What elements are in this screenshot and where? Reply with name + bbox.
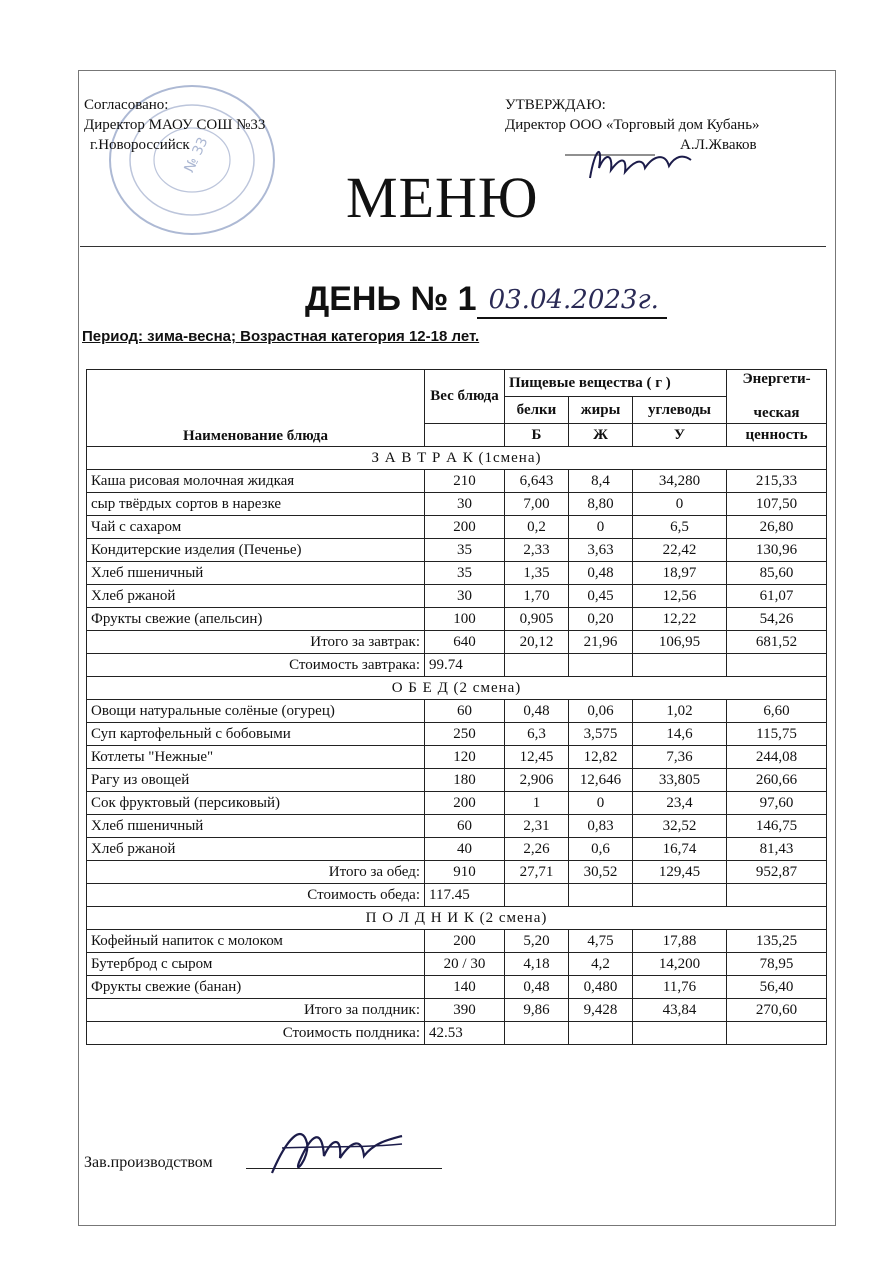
cell-name: Суп картофельный с бобовыми: [87, 723, 425, 746]
cell-energy: 135,25: [727, 930, 827, 953]
cell-name: Фрукты свежие (банан): [87, 976, 425, 999]
cell-carbs: 12,22: [633, 608, 727, 631]
cell-protein: 1,70: [505, 585, 569, 608]
col-weight-empty: [425, 424, 505, 447]
cost-empty-cell: [727, 1022, 827, 1045]
total-energy: 681,52: [727, 631, 827, 654]
cell-energy: 130,96: [727, 539, 827, 562]
cell-carbs: 11,76: [633, 976, 727, 999]
cost-value: 42.53: [425, 1022, 505, 1045]
cost-empty-cell: [505, 884, 569, 907]
cell-weight: 210: [425, 470, 505, 493]
cell-energy: 107,50: [727, 493, 827, 516]
cell-name: Кофейный напиток с молоком: [87, 930, 425, 953]
cell-name: Каша рисовая молочная жидкая: [87, 470, 425, 493]
total-weight: 640: [425, 631, 505, 654]
col-nutrients-header: Пищевые вещества ( г ): [505, 370, 727, 397]
cell-protein: 2,31: [505, 815, 569, 838]
table-row: [87, 493, 827, 516]
cell-protein: 2,33: [505, 539, 569, 562]
cell-energy: 260,66: [727, 769, 827, 792]
col-carbs-header: углеводы: [633, 397, 727, 424]
cell-energy: 215,33: [727, 470, 827, 493]
approve-director: Директор ООО «Торговый дом Кубань»: [505, 117, 760, 133]
cell-fat: 8,4: [569, 470, 633, 493]
cell-name: Хлеб пшеничный: [87, 815, 425, 838]
cell-weight: 60: [425, 815, 505, 838]
total-name: Итого за полдник:: [87, 999, 425, 1022]
cell-carbs: 1,02: [633, 700, 727, 723]
cost-empty-cell: [569, 884, 633, 907]
cost-empty-cell: [633, 884, 727, 907]
cell-carbs: 7,36: [633, 746, 727, 769]
total-row: [87, 631, 827, 654]
cell-carbs: 32,52: [633, 815, 727, 838]
cell-weight: 35: [425, 539, 505, 562]
cost-value: 117.45: [425, 884, 505, 907]
cell-energy: 54,26: [727, 608, 827, 631]
table-row: [87, 723, 827, 746]
cell-weight: 100: [425, 608, 505, 631]
cell-name: Хлеб пшеничный: [87, 562, 425, 585]
total-weight: 910: [425, 861, 505, 884]
total-carbs: 43,84: [633, 999, 727, 1022]
cell-energy: 115,75: [727, 723, 827, 746]
cell-protein: 0,48: [505, 700, 569, 723]
total-name: Итого за завтрак:: [87, 631, 425, 654]
cell-fat: 0: [569, 516, 633, 539]
cell-fat: 3,63: [569, 539, 633, 562]
cell-carbs: 0: [633, 493, 727, 516]
section-title: О Б Е Д (2 смена): [87, 677, 827, 700]
cell-protein: 0,48: [505, 976, 569, 999]
table-row: [87, 539, 827, 562]
total-energy: 270,60: [727, 999, 827, 1022]
col-carbs-short: У: [633, 424, 727, 447]
cell-weight: 140: [425, 976, 505, 999]
cell-energy: 81,43: [727, 838, 827, 861]
col-protein-short: Б: [505, 424, 569, 447]
cell-fat: 0,83: [569, 815, 633, 838]
cell-fat: 0,6: [569, 838, 633, 861]
cost-empty-cell: [727, 884, 827, 907]
table-row: [87, 838, 827, 861]
cell-weight: 200: [425, 516, 505, 539]
cell-protein: 6,643: [505, 470, 569, 493]
cell-fat: 0,480: [569, 976, 633, 999]
cell-name: Сок фруктовый (персиковый): [87, 792, 425, 815]
cell-fat: 4,75: [569, 930, 633, 953]
cost-empty-cell: [727, 654, 827, 677]
cell-weight: 30: [425, 493, 505, 516]
date-line: [477, 285, 667, 319]
cell-weight: 35: [425, 562, 505, 585]
cost-row: [87, 654, 827, 677]
total-carbs: 129,45: [633, 861, 727, 884]
cost-label: Стоимость обеда:: [87, 884, 425, 907]
title-divider: [80, 246, 826, 247]
cell-energy: 97,60: [727, 792, 827, 815]
cell-name: Хлеб ржаной: [87, 585, 425, 608]
table-row: [87, 769, 827, 792]
cell-fat: 0,06: [569, 700, 633, 723]
table-row: [87, 585, 827, 608]
col-name-header: Наименование блюда: [87, 370, 425, 447]
cost-label: Стоимость завтрака:: [87, 654, 425, 677]
agreed-director: Директор МАОУ СОШ №33: [84, 117, 266, 133]
stamp-center-text: № 33: [181, 134, 212, 176]
agreed-city: г.Новороссийск: [90, 137, 190, 153]
cell-protein: 2,26: [505, 838, 569, 861]
cost-row: [87, 884, 827, 907]
table-row: [87, 953, 827, 976]
col-fat-short: Ж: [569, 424, 633, 447]
menu-table: [86, 369, 827, 1045]
col-fat-header: жиры: [569, 397, 633, 424]
cost-value: 99.74: [425, 654, 505, 677]
cell-name: Кондитерские изделия (Печенье): [87, 539, 425, 562]
cell-energy: 244,08: [727, 746, 827, 769]
cell-carbs: 14,200: [633, 953, 727, 976]
cost-label: Стоимость полдника:: [87, 1022, 425, 1045]
col-energy-short: ценность: [727, 424, 827, 447]
cell-energy: 78,95: [727, 953, 827, 976]
cell-name: Хлеб ржаной: [87, 838, 425, 861]
energy-line-2: ческая: [753, 405, 800, 421]
cell-protein: 0,2: [505, 516, 569, 539]
cell-fat: 0,45: [569, 585, 633, 608]
cell-carbs: 22,42: [633, 539, 727, 562]
cell-weight: 60: [425, 700, 505, 723]
cell-carbs: 33,805: [633, 769, 727, 792]
cell-name: сыр твёрдых сортов в нарезке: [87, 493, 425, 516]
cell-protein: 2,906: [505, 769, 569, 792]
day-number: ДЕНЬ № 1: [305, 280, 477, 318]
cell-energy: 26,80: [727, 516, 827, 539]
total-fat: 30,52: [569, 861, 633, 884]
total-weight: 390: [425, 999, 505, 1022]
total-protein: 20,12: [505, 631, 569, 654]
total-protein: 9,86: [505, 999, 569, 1022]
table-row: [87, 746, 827, 769]
cell-protein: 0,905: [505, 608, 569, 631]
cell-fat: 0,20: [569, 608, 633, 631]
production-signature-icon: [262, 1118, 412, 1186]
cell-protein: 6,3: [505, 723, 569, 746]
section-title: П О Л Д Н И К (2 смена): [87, 907, 827, 930]
cell-weight: 120: [425, 746, 505, 769]
cell-name: Овощи натуральные солёные (огурец): [87, 700, 425, 723]
cell-protein: 1,35: [505, 562, 569, 585]
cell-fat: 12,82: [569, 746, 633, 769]
director-signature-icon: [565, 138, 705, 188]
table-row: [87, 815, 827, 838]
period-line: Период: зима-весна; Возрастная категория 12-18 лет.: [82, 328, 480, 345]
production-label: Зав.производством: [84, 1154, 213, 1171]
cell-weight: 180: [425, 769, 505, 792]
cell-energy: 6,60: [727, 700, 827, 723]
cell-energy: 56,40: [727, 976, 827, 999]
cell-name: Чай с сахаром: [87, 516, 425, 539]
cost-empty-cell: [633, 1022, 727, 1045]
cell-carbs: 34,280: [633, 470, 727, 493]
table-row: [87, 516, 827, 539]
table-row: [87, 930, 827, 953]
cell-name: Котлеты "Нежные": [87, 746, 425, 769]
cell-weight: 20 / 30: [425, 953, 505, 976]
table-row: [87, 700, 827, 723]
table-row: [87, 608, 827, 631]
page-title: МЕНЮ: [346, 165, 539, 230]
total-row: [87, 861, 827, 884]
total-carbs: 106,95: [633, 631, 727, 654]
table-row: [87, 470, 827, 493]
cost-row: [87, 1022, 827, 1045]
cost-empty-cell: [569, 654, 633, 677]
cell-carbs: 12,56: [633, 585, 727, 608]
cell-carbs: 18,97: [633, 562, 727, 585]
approve-label: УТВЕРЖДАЮ:: [505, 97, 606, 113]
cell-energy: 146,75: [727, 815, 827, 838]
cell-weight: 40: [425, 838, 505, 861]
total-name: Итого за обед:: [87, 861, 425, 884]
section-title: З А В Т Р А К (1смена): [87, 447, 827, 470]
col-energy-header: [727, 370, 827, 424]
cell-name: Бутерброд с сыром: [87, 953, 425, 976]
cell-name: Рагу из овощей: [87, 769, 425, 792]
cell-energy: 85,60: [727, 562, 827, 585]
cell-protein: 4,18: [505, 953, 569, 976]
cell-carbs: 23,4: [633, 792, 727, 815]
total-protein: 27,71: [505, 861, 569, 884]
total-fat: 21,96: [569, 631, 633, 654]
table-row: [87, 562, 827, 585]
cell-energy: 61,07: [727, 585, 827, 608]
cell-protein: 5,20: [505, 930, 569, 953]
cell-carbs: 16,74: [633, 838, 727, 861]
total-row: [87, 999, 827, 1022]
cell-protein: 1: [505, 792, 569, 815]
agreed-label: Согласовано:: [84, 97, 169, 113]
cell-protein: 12,45: [505, 746, 569, 769]
cell-fat: 0,48: [569, 562, 633, 585]
cell-protein: 7,00: [505, 493, 569, 516]
cell-carbs: 14,6: [633, 723, 727, 746]
total-fat: 9,428: [569, 999, 633, 1022]
cell-fat: 8,80: [569, 493, 633, 516]
cell-weight: 250: [425, 723, 505, 746]
col-protein-header: белки: [505, 397, 569, 424]
cell-weight: 200: [425, 792, 505, 815]
cost-empty-cell: [505, 1022, 569, 1045]
cost-empty-cell: [569, 1022, 633, 1045]
day-label: [305, 280, 667, 319]
cell-carbs: 6,5: [633, 516, 727, 539]
table-row: [87, 792, 827, 815]
cell-weight: 30: [425, 585, 505, 608]
cell-weight: 200: [425, 930, 505, 953]
cost-empty-cell: [505, 654, 569, 677]
cell-fat: 3,575: [569, 723, 633, 746]
cell-carbs: 17,88: [633, 930, 727, 953]
handwritten-date: 03.04.2023г.: [488, 285, 659, 315]
cell-fat: 4,2: [569, 953, 633, 976]
approve-name: А.Л.Жваков: [680, 137, 757, 153]
cost-empty-cell: [633, 654, 727, 677]
table-row: [87, 976, 827, 999]
total-energy: 952,87: [727, 861, 827, 884]
cell-fat: 12,646: [569, 769, 633, 792]
cell-name: Фрукты свежие (апельсин): [87, 608, 425, 631]
cell-fat: 0: [569, 792, 633, 815]
col-weight-header: Вес блюда: [425, 370, 505, 424]
energy-line-1: Энергети-: [742, 371, 811, 387]
